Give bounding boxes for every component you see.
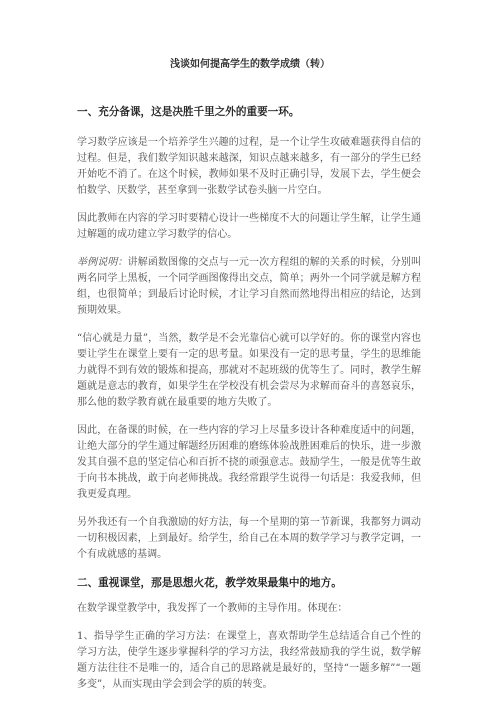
example-label: 举例说明： <box>77 257 128 268</box>
section-1-paragraph-1: 学习数学应该是一个培养学生兴趣的过程，是一个让学生攻破难题获得自信的过程。但是，我们数学知识越来越深，知识点越来越多，有一部分的学生已经开始吃不消了。在这个时候，教师如果不及时正确引导，发展下去，学生便会怕数学、厌数学，甚至拿到一张数学试卷头脑一片空白。 <box>77 137 421 196</box>
section-2-heading: 二、重视课堂，那是思想火花，教学效果最集中的地方。 <box>77 577 342 589</box>
section-1-paragraph-2: 因此教师在内容的学习时要精心设计一些梯度不大的问题让学生解，让学生通过解题的成功建立学习数学的信心。 <box>77 213 421 240</box>
section-1-paragraph-3: “信心就是力量”，当然，数学是不会光靠信心就可以学好的。你的课堂内容也要让学生在课堂上要有一定的思考量。如果没有一定的思考量，学生的思维能力就得不到有效的锻炼和提高，那就对不起班级的优等生了。同时，教学生解题就是意志的教育，如果学生在学校没有机会尝尽为求解而奋斗的喜怒哀乐，那么他的数学教育就在最重要的地方失败了。 <box>77 333 421 408</box>
document-title: 浅谈如何提高学生的数学成绩（转） <box>170 59 330 70</box>
section-2-paragraph-2: 1、指导学生正确的学习方法：在课堂上，喜欢帮助学生总结适合自己个性的学习方法，使学生逐步掌握科学的学习方法，我经常鼓励我的学生说，数学解题方法往往不是唯一的，适合自己的思路就是最好的，坚持“一题多解”“一题多变”，从而实现由学会到会学的质的转变。 <box>77 631 421 690</box>
section-1-paragraph-5: 另外我还有一个自我激励的好方法，每一个星期的第一节新课，我都努力调动一切积极因素，上到最好。给学生，给自己在本周的数学学习与教学定调，一个有成就感的基调。 <box>77 517 421 560</box>
section-1-heading: 一、充分备课，这是决胜千里之外的重要一环。 <box>77 106 300 118</box>
document-body <box>77 104 421 693</box>
example-text: 讲解函数图像的交点与一元一次方程组的解的关系的时候，分别叫两名同学上黑板，一个同学画图像得出交点，简单；两外一个同学就是解方程组，也很简单；到最后讨论时候，才让学习自然而然地得出相应的结论，达到预期效果。 <box>77 257 421 316</box>
section-1-paragraph-4: 因此，在备课的时候，在一些内容的学习上尽量多设计各种难度适中的问题，让绝大部分的学生通过解题经历困难的磨练体验战胜困难后的快乐，进一步激发其自强不息的坚定信心和百折不挠的顽强意志。鼓励学生，一般是优等生敢于向书本挑战，敢于向老师挑战。我经常跟学生说得一句话是：我爱我师，但我更爱真理。 <box>77 425 421 500</box>
section-1-example <box>77 255 421 319</box>
section-2-paragraph-1: 在数学课堂教学中，我发挥了一个教师的主导作用。体现在： <box>77 603 348 614</box>
